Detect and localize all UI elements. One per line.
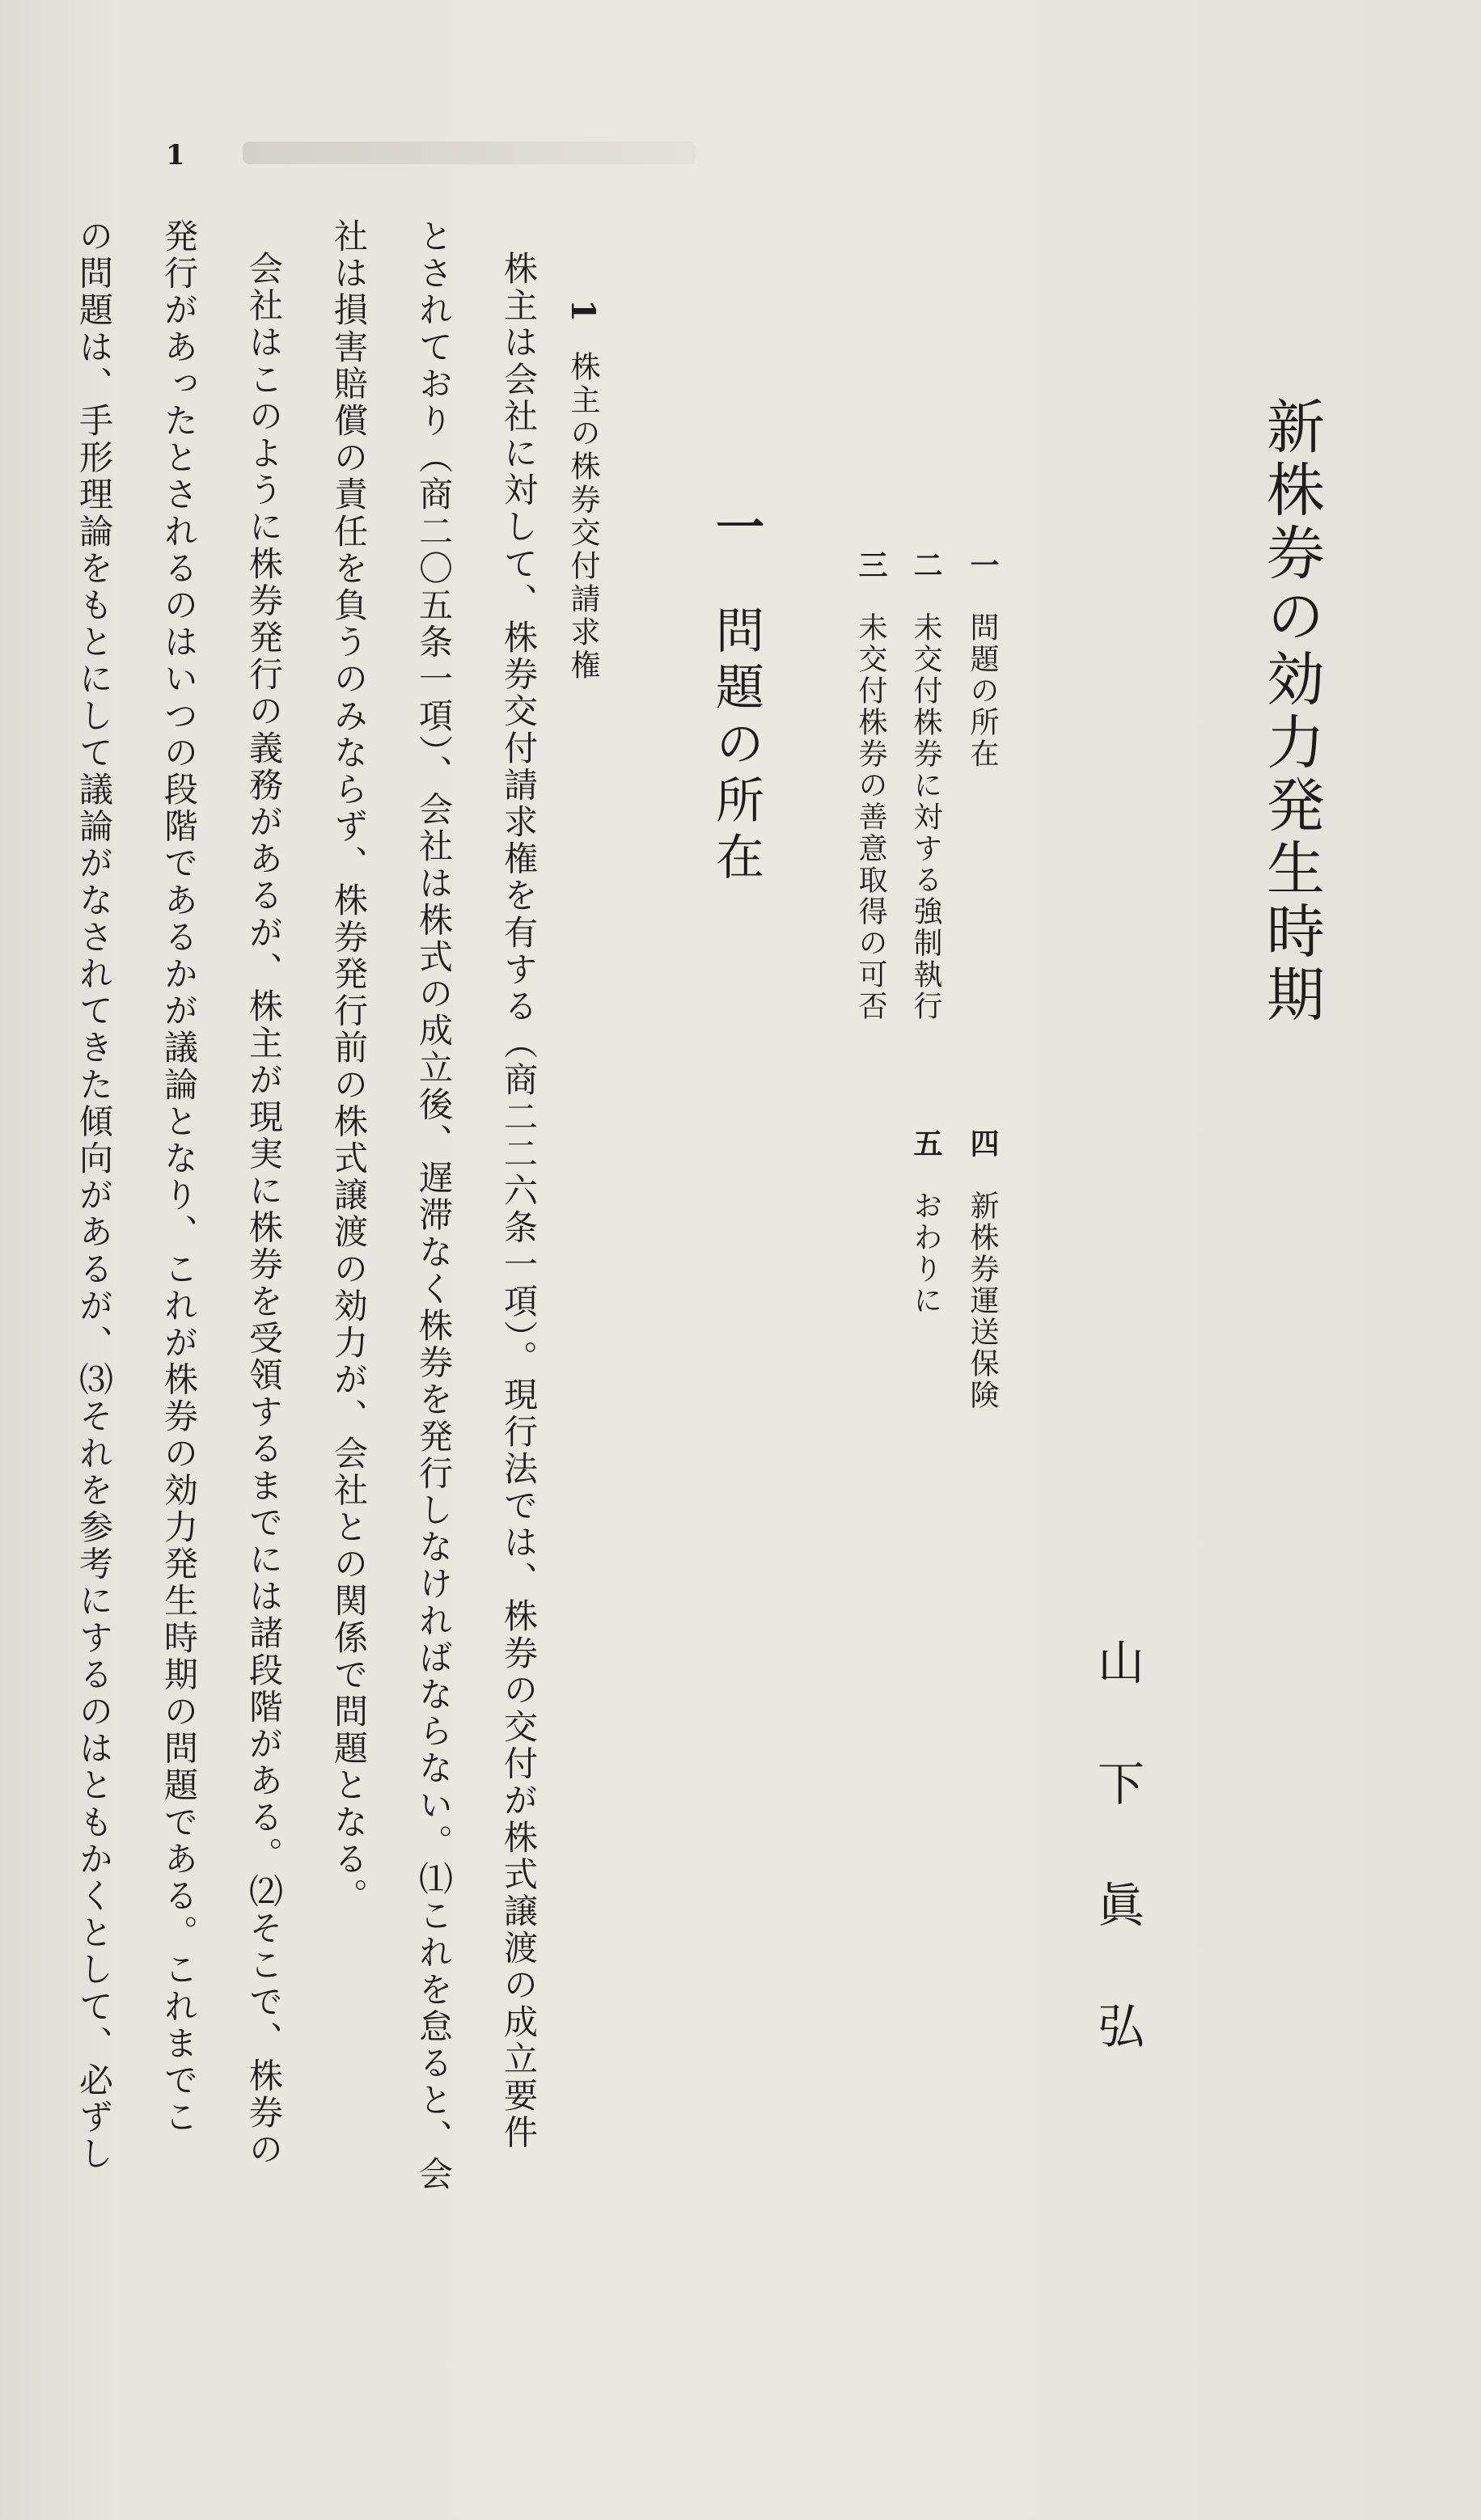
section-title: 問題の所在: [708, 605, 764, 888]
body-line-4: 会社はこのように株券発行の義務があるが、株主が現実に株券を受領するまでには諸段階がある。⑵そこで、株券の: [244, 251, 284, 2169]
section-number: 一: [708, 501, 764, 558]
subsection-heading: [564, 299, 602, 683]
toc-item-label: おわりに: [909, 1190, 942, 1317]
toc-item-label: 問題の所在: [966, 612, 999, 770]
body-line-5: 発行があったとされるのはいつの段階であるかが議論となり、これが株券の効力発生時期の問題である。これまでこ: [159, 218, 199, 2137]
toc-item-2: [911, 550, 940, 1022]
toc-item-number: 五: [909, 1128, 942, 1160]
author-name: 山下眞弘: [1090, 1638, 1145, 2123]
body-line-1: 株主は会社に対して、株券交付請求権を有する（商二二六条一項）。現行法では、株券の交付が株式譲渡の成立要件: [499, 251, 539, 2152]
section-heading: [708, 501, 764, 888]
toc-item-label: 新株券運送保険: [966, 1190, 999, 1411]
toc-item-3: [856, 550, 885, 1022]
article-title: 新株券の効力発生時期: [1257, 396, 1325, 1027]
body-line-6: の問題は、手形理論をもとにして議論がなされてきた傾向があるが、⑶それを参考にするのはともかくとして、必ずし: [74, 218, 114, 2173]
toc-item-4: [967, 1128, 997, 1411]
page-number: 1: [166, 139, 185, 171]
toc-item-number: 三: [854, 550, 887, 581]
subsection-title: 株主の株券交付請求権: [565, 350, 600, 683]
toc-item-number: 四: [966, 1128, 999, 1160]
toc-item-label: 未交付株券の善意取得の可否: [854, 612, 887, 1022]
toc-item-number: 一: [966, 550, 999, 581]
subsection-number: 1: [564, 299, 602, 325]
toc-item-5: [911, 1128, 940, 1317]
toc-item-label: 未交付株券に対する強制執行: [909, 612, 942, 1022]
toc-item-number: 二: [909, 550, 942, 581]
toc-item-1: [967, 550, 997, 770]
show-through-header-smudge: [243, 142, 696, 164]
body-line-2: とされており（商二〇五条一項）、会社は株式の成立後、遅滞なく株券を発行しなければならない。⑴これを怠ると、会: [414, 218, 454, 2193]
body-line-3: 社は損害賠償の責任を負うのみならず、株券発行前の株式譲渡の効力が、会社との関係で問題となる。: [329, 218, 369, 1915]
